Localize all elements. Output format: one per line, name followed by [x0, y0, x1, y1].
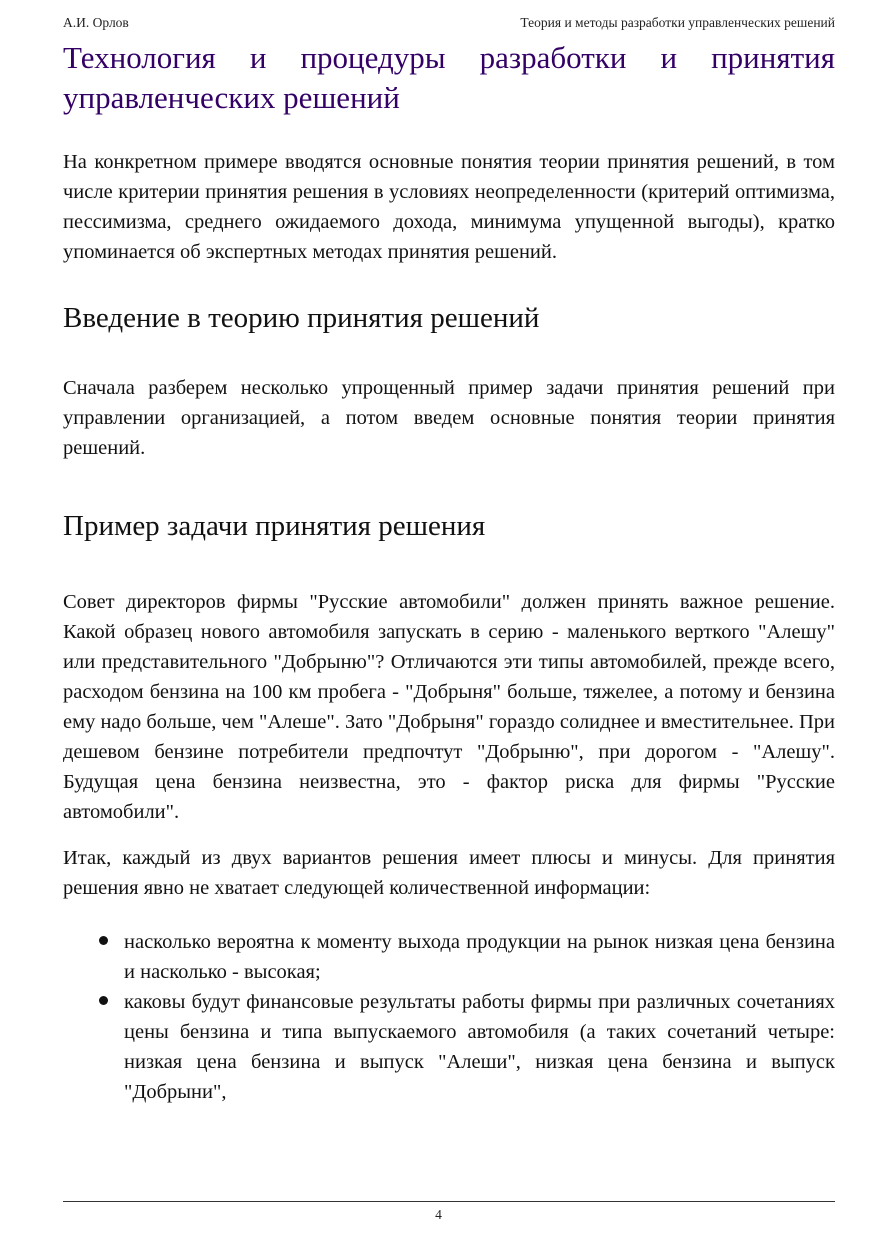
example-paragraph-1: Совет директоров фирмы "Русские автомобили" должен принять важное решение. Какой образец нового автомобиля запускать в серию - маленького верткого "Алешу" или представительного "Добрыню"? Отличаются эти типы автомобилей, прежде всего, расходом бензина на 100 км пробега - "Добрыня" больше, тяжелее, а потому и бензина ему надо больше, чем "Алеше". Зато "Добрыня" гораздо солиднее и вместительнее. При дешевом бензине потребители предпочтут "Добрыню", при дорогом - "Алешу". Будущая цена бензина неизвестна, это - фактор риска для фирмы "Русские автомобили". [63, 591, 835, 823]
page-content [63, 38, 835, 1107]
page-title: Технология и процедуры разработки и принятия управленческих решений [63, 40, 835, 115]
list-item [63, 987, 835, 1107]
header-author: А.И. Орлов [63, 15, 129, 30]
abstract-paragraph: На конкретном примере вводятся основные понятия теории принятия решений, в том числе критерии принятия решения в условиях неопределенности (критерий оптимизма, пессимизма, среднего ожидаемого дохода, минимума упущенной выгоды), кратко упоминается об экспертных методах принятия решений. [63, 151, 835, 263]
list-item-text: каковы будут финансовые результаты работы фирмы при различных сочетаниях цены бензина и типа выпускаемого автомобиля (а таких сочетаний четыре: низкая цена бензина и выпуск "Алеши", низкая цена бензина и выпуск "Добрыни", [124, 991, 835, 1103]
list-item-text: насколько вероятна к моменту выхода продукции на рынок низкая цена бензина и насколько - высокая; [124, 931, 835, 983]
introduction-paragraph: Сначала разберем несколько упрощенный пример задачи принятия решений при управлении организацией, а потом введем основные понятия теории принятия решений. [63, 377, 835, 459]
page-number: 4 [435, 1207, 442, 1222]
list-item [63, 927, 835, 987]
section-heading-introduction: Введение в теорию принятия решений [63, 302, 540, 334]
footer-divider [63, 1201, 835, 1202]
information-bullet-list [63, 927, 835, 1107]
section-heading-example: Пример задачи принятия решения [63, 510, 486, 542]
example-paragraph-2: Итак, каждый из двух вариантов решения имеет плюсы и минусы. Для принятия решения явно не хватает следующей количественной информации: [63, 847, 835, 899]
header-book-title: Теория и методы разработки управленческих решений [520, 15, 835, 30]
running-header [63, 15, 835, 31]
bullet-dot-icon [99, 996, 108, 1005]
bullet-dot-icon [99, 936, 108, 945]
